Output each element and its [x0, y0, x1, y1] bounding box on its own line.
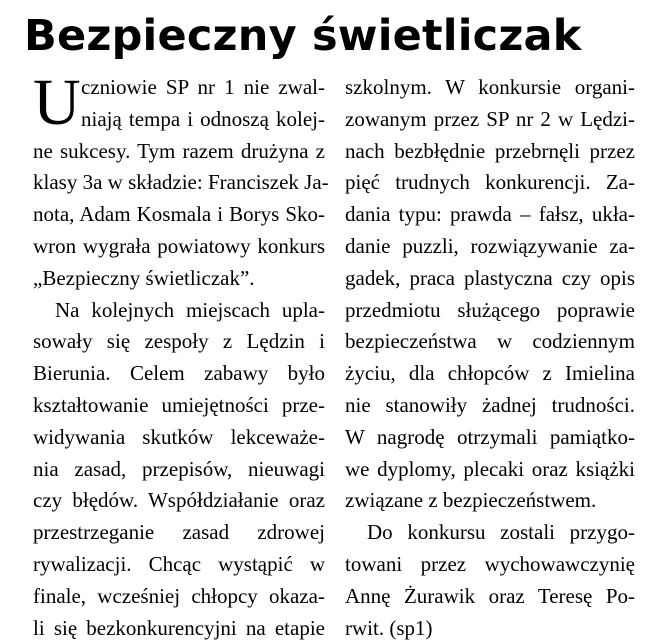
text-line: związane z bezpieczeństwem.: [345, 488, 597, 513]
text-line: we dyplomy, plecaki oraz książki: [345, 456, 635, 481]
text-line: wron wygrała powiatowy konkurs: [33, 233, 325, 258]
text-line: nota, Adam Kosmala i Borys Sko-: [33, 202, 325, 227]
text-line: czy błędów. Współdziałanie oraz: [33, 488, 325, 513]
text-line: widywania skutków lekceważe-: [33, 424, 325, 449]
text-line: przedmiotu służącego poprawie: [345, 297, 635, 322]
text-line: zowanym przez SP nr 2 w Lędzi-: [345, 106, 635, 131]
text-line: klasy 3a w składzie: Franciszek Ja-: [33, 170, 329, 195]
text-line: pięć trudnych konkurencji. Za-: [345, 170, 635, 195]
text-line: danie puzzli, rozwiązywanie za-: [345, 233, 635, 258]
text-line: rwit. (sp1): [345, 615, 433, 640]
article-column-left: [33, 66, 329, 644]
text-line: nach bezbłędnie przebrnęli przez: [345, 138, 635, 163]
text-line: finale, wcześniej chłopcy okaza-: [33, 583, 325, 608]
article-title: Bezpieczny świetliczak: [24, 11, 582, 61]
text-line: nia zasad, przepisów, nieuwagi: [33, 456, 325, 481]
text-line: sowały się zespoły z Lędzin i: [33, 329, 325, 354]
text-line: przestrzeganie zasad zdrowej: [33, 520, 325, 545]
drop-cap: U: [33, 66, 81, 139]
text-line: „Bezpieczny świetliczak”.: [33, 265, 255, 290]
text-line: czniowie SP nr 1 nie zwal-: [81, 75, 325, 99]
text-line: niają tempa i odnoszą kolej-: [81, 106, 325, 131]
text-line: gadek, praca plastyczna czy opis: [345, 265, 635, 290]
text-line: bezpieczeństwa w codziennym: [345, 329, 635, 354]
text-line: dania typu: prawda – fałsz, ukła-: [345, 202, 635, 227]
text-line: Annę Żurawik oraz Teresę Po-: [345, 583, 635, 608]
text-line: Bierunia. Celem zabawy było: [33, 361, 325, 386]
text-line: nie stanowiły żadnej trudności.: [345, 392, 635, 417]
article-column-right: [345, 72, 635, 644]
text-line: li się bezkonkurencyjni na etapie: [33, 615, 325, 640]
text-line: Do konkursu zostali przygo-: [367, 520, 635, 545]
text-line: życiu, dla chłopców z Imielina: [345, 361, 635, 386]
text-line: W nagrodę otrzymali pamiątko-: [345, 424, 635, 449]
text-line: rywalizacji. Chcąc wystąpić w: [33, 551, 325, 576]
text-line: ne sukcesy. Tym razem drużyna z: [33, 138, 325, 163]
text-line: kształtowanie umiejętności prze-: [33, 392, 325, 417]
text-line: szkolnym. W konkursie organi-: [345, 75, 635, 99]
text-line: Na kolejnych miejscach upla-: [55, 297, 325, 322]
text-line: towani przez wychowawczynię: [345, 551, 635, 576]
